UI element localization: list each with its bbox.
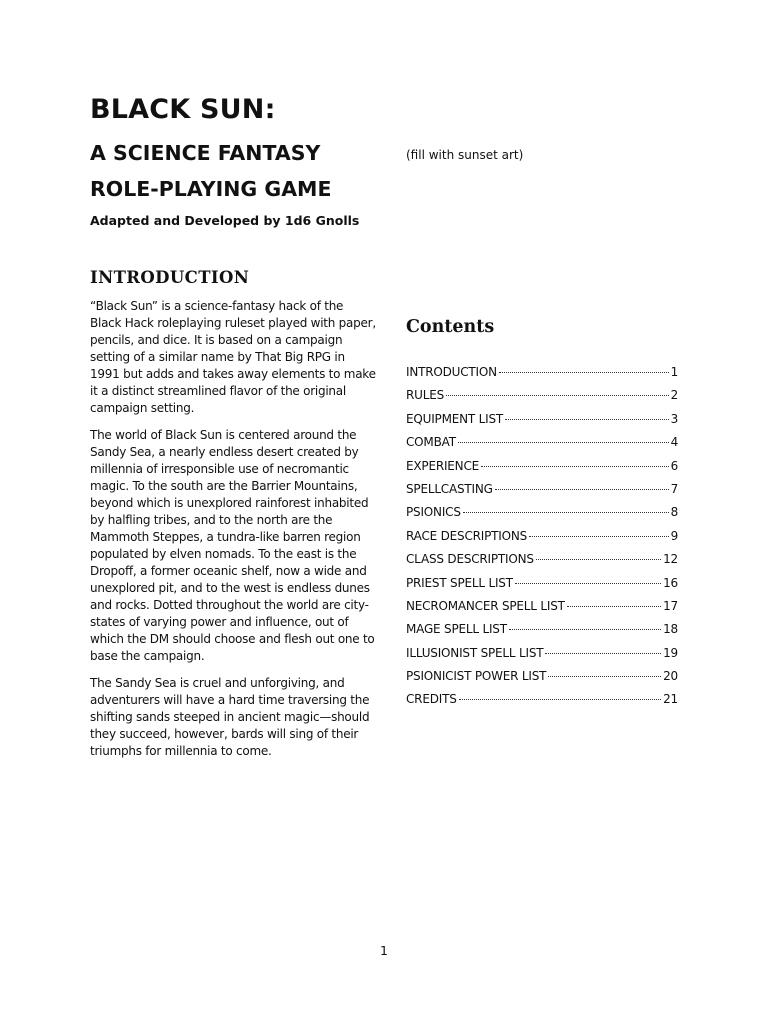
document-subtitle-line-1: A SCIENCE FANTASY xyxy=(90,141,321,165)
toc-entry[interactable] xyxy=(406,528,678,551)
toc-dot-leader xyxy=(536,559,661,560)
toc-entry[interactable] xyxy=(406,481,678,504)
toc-entry[interactable] xyxy=(406,551,678,574)
toc-entry[interactable] xyxy=(406,364,678,387)
toc-entry[interactable] xyxy=(406,691,678,714)
toc-entry-page: 19 xyxy=(663,645,678,660)
toc-dot-leader xyxy=(515,583,661,584)
introduction-paragraph: The world of Black Sun is centered around the Sandy Sea, a nearly endless desert created by millennia of irresponsible use of necromantic magic. To the south are the Barrier Mountains, beyond which is unexplored rainforest inhabited by halfling tribes, and to the north are the Mammoth Steppes, a tundra-like barren region populated by elven nomads. To the east is the Dropoff, a former oceanic shelf, now a wide and unexplored pit, and to the west is endless dunes and rocks. Dotted throughout the world are city-states of varying power and influence, out of which the DM should choose and flesh out one to base the campaign. xyxy=(90,428,375,663)
toc-entry-page: 18 xyxy=(663,622,678,637)
toc-entry[interactable] xyxy=(406,458,678,481)
document-subtitle-line-2: ROLE-PLAYING GAME xyxy=(90,177,332,201)
toc-dot-leader xyxy=(499,372,669,373)
toc-dot-leader xyxy=(459,699,661,700)
introduction-body xyxy=(90,298,376,770)
art-placeholder-note: (fill with sunset art) xyxy=(406,148,524,162)
toc-entry-label: EXPERIENCE xyxy=(406,458,480,473)
toc-dot-leader xyxy=(509,629,661,630)
toc-entry-label: INTRODUCTION xyxy=(406,365,497,379)
toc-entry-label: MAGE SPELL LIST xyxy=(406,622,507,637)
toc-dot-leader xyxy=(505,419,669,420)
toc-entry-label: PRIEST SPELL LIST xyxy=(406,575,513,590)
toc-dot-leader xyxy=(529,536,668,537)
toc-entry[interactable] xyxy=(406,645,678,668)
toc-entry-label: COMBAT xyxy=(406,435,456,450)
toc-entry-page: 12 xyxy=(663,552,678,567)
toc-entry-label: PSIONICS xyxy=(406,505,461,520)
toc-entry[interactable] xyxy=(406,598,678,621)
table-of-contents xyxy=(406,364,678,715)
toc-entry-page: 1 xyxy=(670,365,678,379)
toc-entry[interactable] xyxy=(406,621,678,644)
toc-dot-leader xyxy=(463,512,669,513)
toc-dot-leader xyxy=(481,466,669,467)
byline: Adapted and Developed by 1d6 Gnolls xyxy=(90,213,360,228)
document-title: BLACK SUN: xyxy=(90,94,276,125)
toc-entry-page: 17 xyxy=(663,598,678,613)
toc-entry-page: 9 xyxy=(670,528,678,543)
toc-entry-label: NECROMANCER SPELL LIST xyxy=(406,598,565,613)
toc-entry-label: ILLUSIONIST SPELL LIST xyxy=(406,645,544,660)
toc-entry-label: RACE DESCRIPTIONS xyxy=(406,528,528,543)
toc-dot-leader xyxy=(446,395,669,396)
toc-entry-label: PSIONICIST POWER LIST xyxy=(406,669,547,684)
toc-entry-page: 7 xyxy=(670,481,678,496)
introduction-heading: INTRODUCTION xyxy=(90,268,250,287)
toc-entry[interactable] xyxy=(406,668,678,691)
toc-dot-leader xyxy=(458,442,669,443)
introduction-paragraph: “Black Sun” is a science-fantasy hack of the Black Hack roleplaying ruleset played with paper, pencils, and dice. It is based on a campaign setting of a similar name by That Big RPG in 1991 but adds and takes away elements to make it a distinct streamlined flavor of the original campaign setting. xyxy=(90,299,376,415)
toc-entry-page: 6 xyxy=(670,458,678,473)
toc-entry[interactable] xyxy=(406,504,678,527)
toc-entry-page: 4 xyxy=(670,435,678,450)
toc-entry-label: RULES xyxy=(406,388,445,403)
toc-entry-label: EQUIPMENT LIST xyxy=(406,411,504,426)
toc-dot-leader xyxy=(548,676,661,677)
toc-entry-page: 2 xyxy=(670,388,678,403)
toc-dot-leader xyxy=(567,606,661,607)
toc-entry-label: SPELLCASTING xyxy=(406,481,493,496)
toc-entry-label: CLASS DESCRIPTIONS xyxy=(406,552,534,567)
introduction-paragraph: The Sandy Sea is cruel and unforgiving, and adventurers will have a hard time traversing the shifting sands steeped in ancient magic—should they succeed, however, bards will sing of their triumphs for millennia to come. xyxy=(90,676,370,758)
contents-heading: Contents xyxy=(406,317,495,337)
page-number: 1 xyxy=(380,943,388,958)
toc-entry[interactable] xyxy=(406,575,678,598)
toc-dot-leader xyxy=(545,653,661,654)
toc-entry-page: 8 xyxy=(670,505,678,520)
toc-entry[interactable] xyxy=(406,411,678,434)
toc-entry[interactable] xyxy=(406,387,678,410)
toc-entry-page: 16 xyxy=(663,575,678,590)
toc-entry-label: CREDITS xyxy=(406,692,457,707)
toc-dot-leader xyxy=(495,489,669,490)
toc-entry-page: 21 xyxy=(663,692,678,707)
toc-entry[interactable] xyxy=(406,434,678,457)
toc-entry-page: 3 xyxy=(670,411,678,426)
toc-entry-page: 20 xyxy=(663,669,678,684)
